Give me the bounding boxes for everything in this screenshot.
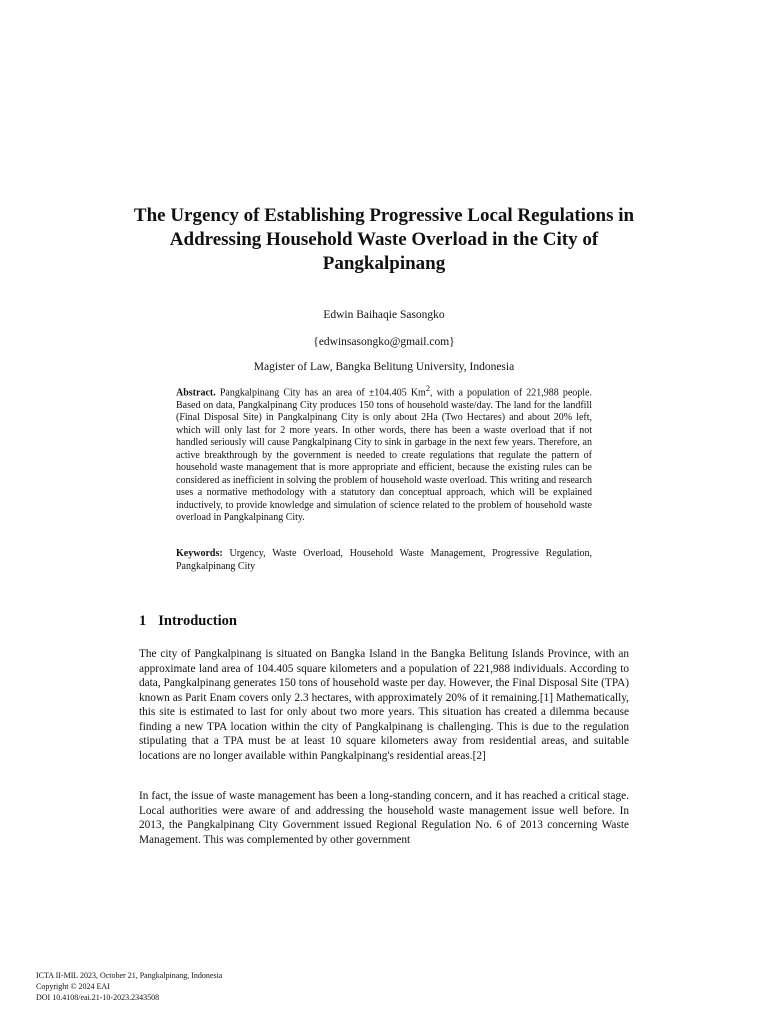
section-title: Introduction [158, 613, 237, 629]
footer-copyright: Copyright © 2024 EAI [36, 982, 110, 991]
intro-paragraph-2: In fact, the issue of waste management has been a long-standing concern, and it has reached a critical stage. Local authorities were aware of and addressing the household waste management issue well before. In 2013, the Pangkalpinang City Government issued Regional Regulation No. 6 of 2013 concerning Waste Management. This was complemented by other government [139, 790, 629, 846]
section-number: 1 [139, 613, 147, 629]
section-heading [139, 613, 629, 630]
abstract [176, 383, 592, 525]
keywords [176, 548, 592, 573]
abstract-area-superscript: 2 [425, 384, 430, 393]
paper-title: The Urgency of Establishing Progressive Local Regulations in Addressing Household Waste Overload in the City of Pangkalpinang [133, 205, 635, 274]
footer-doi: DOI 10.4108/eai.21-10-2023.2343508 [36, 993, 160, 1002]
abstract-label: Abstract. [176, 387, 216, 399]
abstract-text: , with a population of 221,988 people. Based on data, Pangkalpinang City produces 150 tons of household waste/day. The land for the landfill (Final Disposal Site) in Pangkalpinang City is only about 2Ha (Two Hectares) and about 20% left, which will only last for 2 more years. In other words, there has been a waste overload that if not handled seriously will cause Pangkalpinang City to sink in garbage in the next few years. Therefore, an active breakthrough by the government is needed to create regulations that regulate the pattern of household waste management that is more appropriate and efficient, because the existing rules can be considered as inefficient in solving the problem of household waste overload. This writing and research uses a normative methodology with a statutory dan conceptual approach, which will be explained inductively, to provide knowledge and simulation of science related to the problem of household waste overload in Pangkalpinang City. [176, 387, 592, 524]
intro-paragraph-1: The city of Pangkalpinang is situated on Bangka Island in the Bangka Belitung Islands Province, with an approximate land area of 104.405 square kilometers and a population of 221,988 individuals. According to data, Pangkalpinang generates 150 tons of household waste per day. However, the Final Disposal Site (TPA) known as Parit Enam covers only 2.3 hectares, with approximately 20% of it remaining.[1] Mathematically, this site is estimated to last for only about two more years. This situation has created a dilemma because finding a new TPA location within the city of Pangkalpinang is challenging. This is due to the regulation stipulating that a TPA must be at least 10 square kilometers away from residential areas, and suitable locations are no longer available within Pangkalpinang's residential areas.[2] [139, 648, 629, 762]
author-name: Edwin Baihaqie Sasongko [323, 309, 445, 321]
page-footer [36, 970, 436, 1003]
author-affiliation: Magister of Law, Bangka Belitung University, Indonesia [253, 361, 515, 373]
author-email: {edwinsasongko@gmail.com} [313, 336, 455, 348]
keywords-label: Keywords: [176, 548, 223, 559]
keywords-text: Urgency, Waste Overload, Household Waste Management, Progressive Regulation, Pangkalpinang City [176, 548, 593, 572]
abstract-area-prefix: Pangkalpinang City has an area of ±104.405 Km [219, 387, 426, 399]
footer-conference: ICTA II-MIL 2023, October 21, Pangkalpinang, Indonesia [36, 971, 223, 980]
